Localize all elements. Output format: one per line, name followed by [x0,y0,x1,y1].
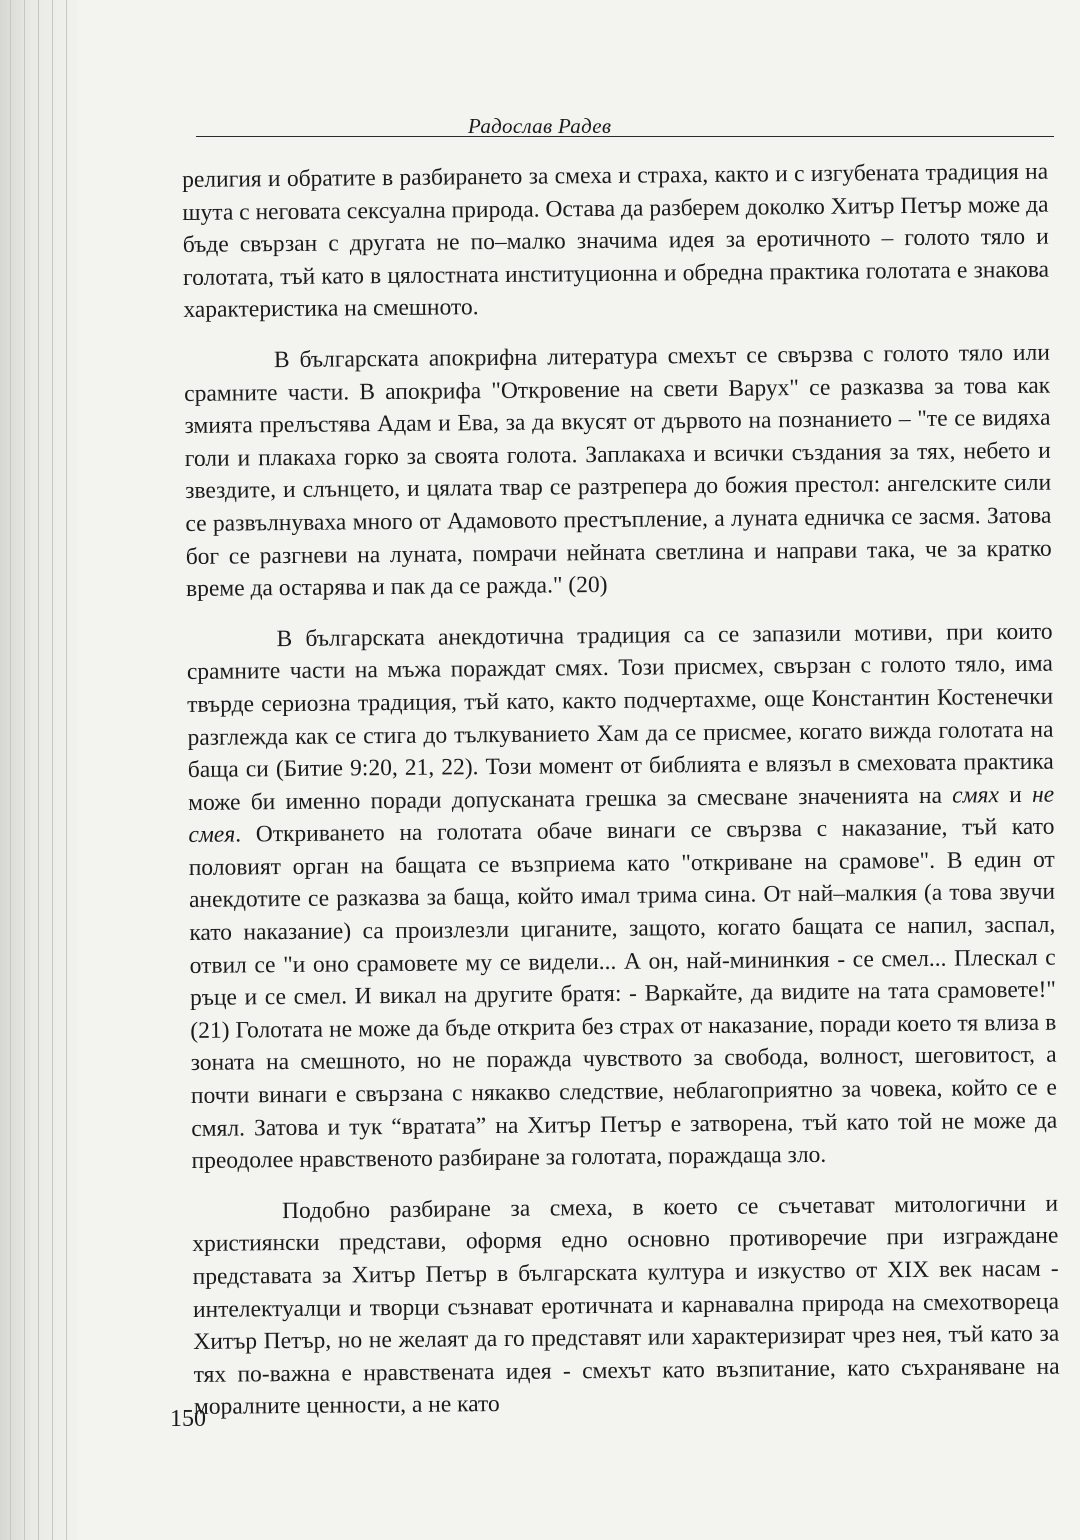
paragraph-3-part-2: . Откриването на голотата обаче винаги се свързва с наказание, тъй като половият орган на бащата се възприема като "откриване на срамове". В един от анекдотите се разказва за баща, който имал трима сина. От най–малкия (а това звучи като наказание) са произлезли циганите, защото, когато бащата се напил, заспал, отвил се "и оно срамовете му се видели... А он, най-мининкия - се смел... Плескал с ръце и се смел. И викал на другите братя: - Варкайте, да видите на тата срамовете!" (21) Голотата не може да бъде открита без страх от наказание, поради което тя влиза в зоната на смешното, но не поражда чувството за свобода, волност, шеговитост, а почти винаги е свързана с някакво следствие, неблагоприятно за човека, който се е смял. Затова и тук “вратата” на Хитър Петър е затворена, тъй като той не може да преодолее нравственото разбиране за голотата, пораждаща зло. [188,813,1058,1175]
page-edge-line [24,0,25,1540]
running-head-author: Радослав Радев [468,114,612,138]
page-edge-line [38,0,39,1540]
page-edge-line [66,0,67,1540]
paragraph-3-and: и [998,781,1033,808]
page-number: 150 [170,1406,206,1432]
paragraph-2: В българската апокрифна литература смехът се свързва с голото тяло или срамните части. В апокрифа "Откровение на свети Варух" се разказва за това как змията прелъстява Адам и Ева, за да вкусят от дървото на познанието – "те се видяха голи и плакаха горко за своята голота. Заплакаха и всички създания за тях, небето и звездите, и слънцето, и цялата твар се разтрепера до божия престол: ангелските сили се развълнуваха много от Адамовото престъпление, а луната едничка се засмя. Затова бог се разгневи на луната, помрачи нейната светлина и направи така, че за кратко време да остарява и пак да се ражда." (20) [184,339,1052,603]
header-rule [196,136,1054,137]
page-edge-line [52,0,53,1540]
paragraph-1: религия и обратите в разбирането за смеха и страха, както и с изгубената традиция на шута с неговата сексуална природа. Остава да разберем доколко Хитър Петър може да бъде свързан с другата не по–малко значима идея за еротичното – голото тяло и голотата, тъй като в цялостната институционна и обредна практика голотата е знакова характеристика на смешното. [182,158,1050,324]
page-edge-line [10,0,11,1540]
paragraph-3-part-1: В българската анекдотична традиция са се запазили мотиви, при които срамните части на мъжа пораждат смях. Този присмех, свързан с голото тяло, има твърде сериозна традиция, тъй като, както подчертахме, още Константин Костенечки разглежда как се стига до тълкуванието Хам да се присмее, когато вижда голотата на баща си (Битие 9:20, 21, 22). Този момент от библията е влязъл в смеховата практика може би именно поради допусканата грешка за смесване значенията на [186,618,1054,816]
page-edges [0,0,78,1540]
term-smyah: смях [952,781,1000,809]
term-ne-smeya: не смея [188,781,1055,849]
paragraph-3 [186,615,1057,1177]
paragraph-4: Подобно разбиране за смеха, в което се съчетават митологични и християнски представи, оформя едно основно противоречие при изграждане представата за Хитър Петър в българската култура и изкуство от XIX век насам - интелектуалци и творци съзнават еротичната и карнавална природа на смехотвореца Хитър Петър, но не желаят да го представят или характеризират чрез нея, тъй като за тях по-важна е нравствената идея - смехът като възпитание, като съхраняване на моралните ценности, а не като [192,1190,1060,1421]
body-text [182,156,1060,1442]
